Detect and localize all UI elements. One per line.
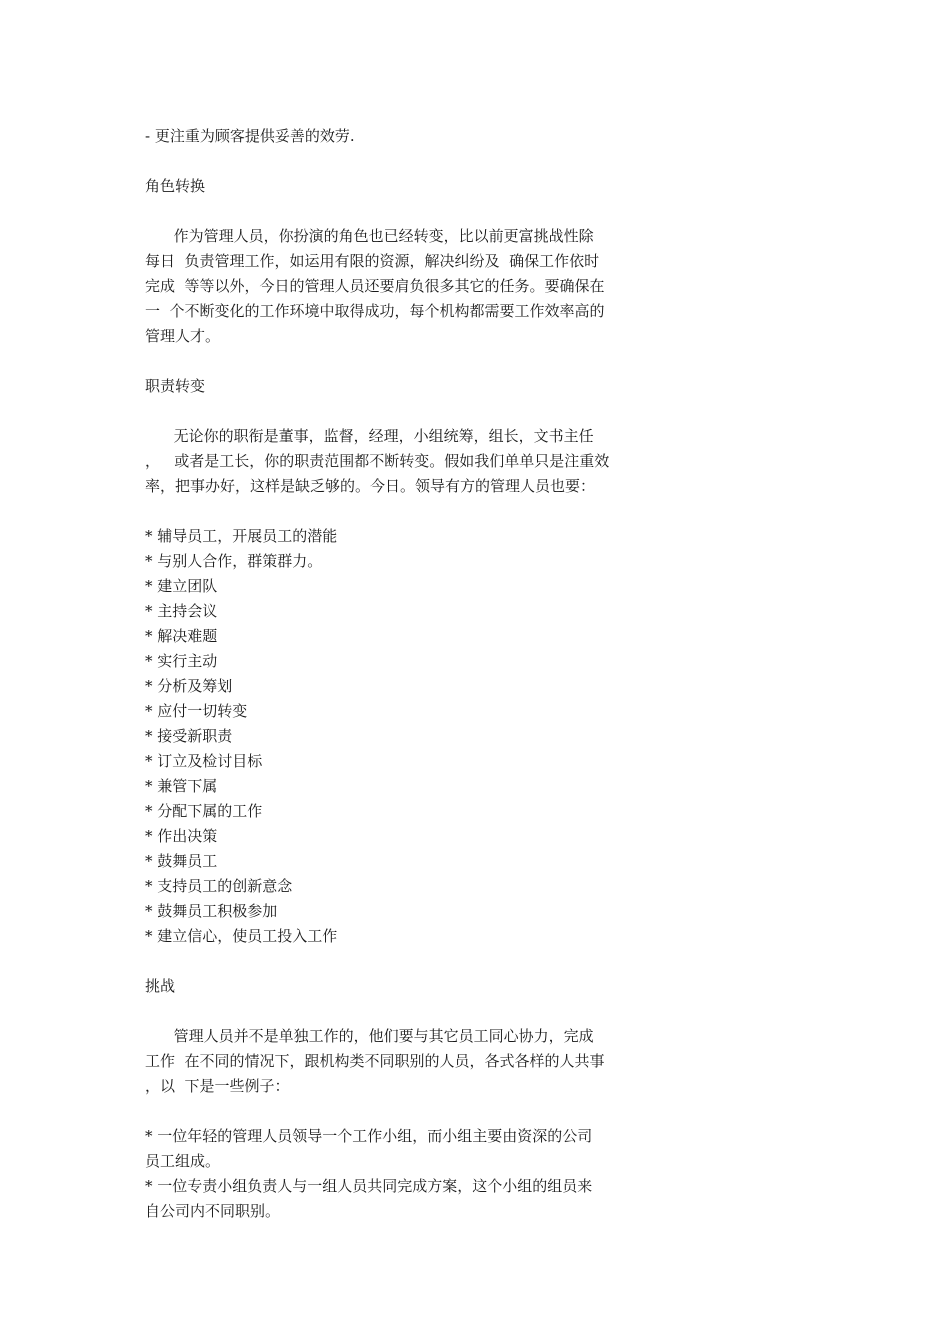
paragraph-line: 无论你的职衔是董事，监督，经理，小组统筹，组长，文书主任 [145, 427, 594, 445]
list-item: * 接受新职责 [145, 727, 233, 745]
paragraph-line: 一 个不断变化的工作环境中取得成功，每个机构都需要工作效率高的 [145, 302, 605, 320]
intro-line: - 更注重为顾客提供妥善的效劳. [145, 127, 355, 145]
paragraph-line: 工作 在不同的情况下，跟机构类不同职别的人员，各式各样的人共事 [145, 1052, 605, 1070]
list-item: * 与别人合作，群策群力。 [145, 552, 323, 570]
paragraph-line: 作为管理人员，你扮演的角色也已经转变，比以前更富挑战性除 [145, 227, 594, 245]
list-item: * 订立及检讨目标 [145, 752, 263, 770]
list-item: * 应付一切转变 [145, 702, 248, 720]
example-line: 自公司内不同职别。 [145, 1202, 281, 1220]
example-list [145, 1124, 660, 1224]
list-item: * 辅导员工，开展员工的潜能 [145, 527, 338, 545]
section-heading-role-change: 角色转换 [145, 177, 206, 195]
list-item [145, 1124, 660, 1174]
duty-bullet-list [145, 524, 660, 949]
list-item: * 作出决策 [145, 827, 218, 845]
section3-paragraph [145, 1024, 660, 1099]
paragraph-line: ，以 下是一些例子： [145, 1077, 290, 1095]
paragraph-line: 管理人员并不是单独工作的，他们要与其它员工同心协力，完成 [145, 1027, 594, 1045]
example-line: * 一位年轻的管理人员领导一个工作小组，而小组主要由资深的公司 [145, 1127, 593, 1145]
example-line: * 一位专责小组负责人与一组人员共同完成方案，这个小组的组员来 [145, 1177, 593, 1195]
list-item: * 兼管下属 [145, 777, 218, 795]
list-item: * 建立信心，使员工投入工作 [145, 927, 338, 945]
list-item: * 分配下属的工作 [145, 802, 263, 820]
list-item: * 鼓舞员工 [145, 852, 218, 870]
section2-paragraph [145, 424, 660, 499]
example-line: 员工组成。 [145, 1152, 221, 1170]
list-item: * 建立团队 [145, 577, 218, 595]
list-item: * 鼓舞员工积极参加 [145, 902, 278, 920]
list-item: * 支持员工的创新意念 [145, 877, 293, 895]
section-heading-duty-change: 职责转变 [145, 377, 206, 395]
paragraph-line: ， 或者是工长，你的职责范围都不断转变。假如我们单单只是注重效 [145, 452, 610, 470]
paragraph-line: 每日 负责管理工作，如运用有限的资源，解决纠纷及 确保工作依时 [145, 252, 600, 270]
section-heading-challenge: 挑战 [145, 977, 176, 995]
list-item: * 主持会议 [145, 602, 218, 620]
list-item: * 解决难题 [145, 627, 218, 645]
paragraph-line: 率，把事办好，这样是缺乏够的。今日。领导有方的管理人员也要： [145, 477, 596, 495]
list-item: * 分析及筹划 [145, 677, 233, 695]
document-body [145, 124, 660, 1224]
list-item: * 实行主动 [145, 652, 218, 670]
paragraph-line: 管理人才。 [145, 327, 221, 345]
list-item [145, 1174, 660, 1224]
section1-paragraph [145, 224, 660, 349]
paragraph-line: 完成 等等以外，今日的管理人员还要肩负很多其它的任务。要确保在 [145, 277, 605, 295]
